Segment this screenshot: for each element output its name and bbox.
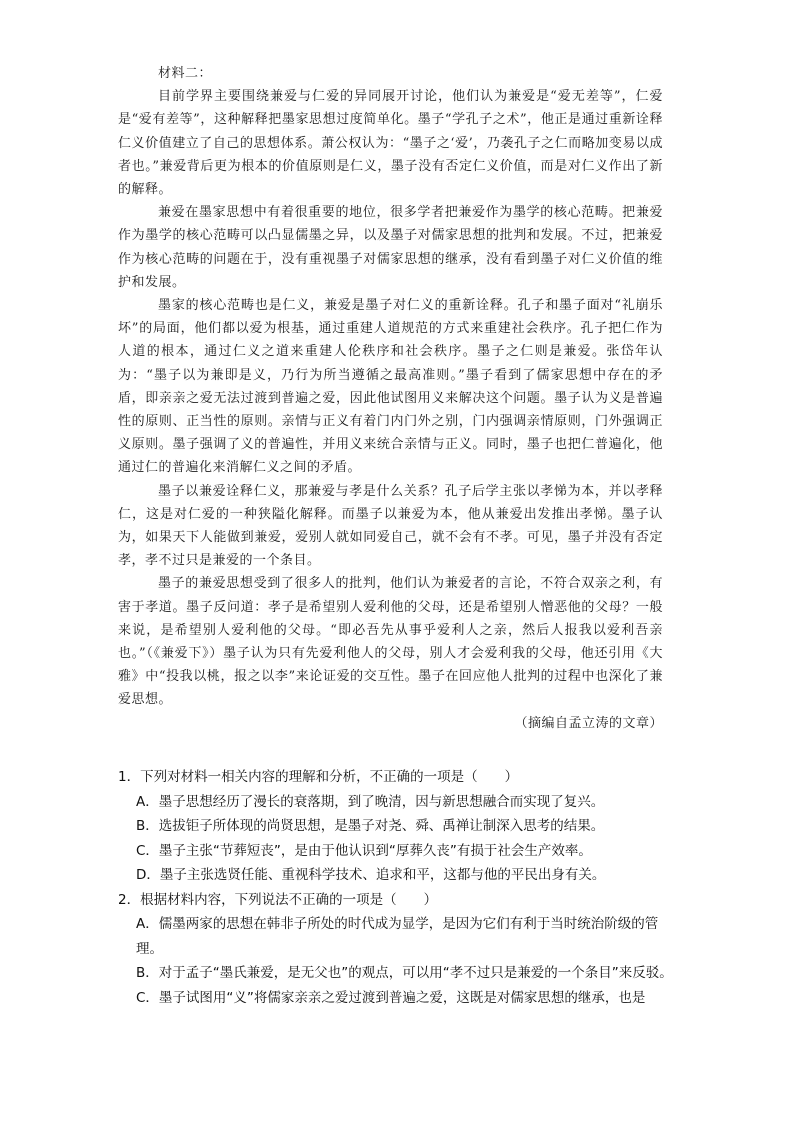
material-paragraph: 墨子以兼爱诠释仁义，那兼爱与孝是什么关系？孔子后学主张以孝悌为本，并以孝释仁，这是对仁爱的一种狭隘化解释。而墨子以兼爱为本，他从兼爱出发推出孝悌。墨子认为，如果天下人能做到兼爱，爱别人就如同爱自己，就不会有不孝。可见，墨子并没有否定孝，孝不过只是兼爱的一个条目。 (118, 483, 663, 569)
question-2 (118, 888, 678, 1011)
questions-section (118, 765, 678, 1010)
material-two-section (118, 62, 663, 735)
option-b: B．选拔钜子所体现的尚贤思想，是墨子对尧、舜、禹禅让制深入思考的结果。 (136, 818, 605, 834)
material-paragraph: 兼爱在墨家思想中有着很重要的地位，很多学者把兼爱作为墨学的核心范畴。把兼爱作为墨学的核心范畴可以凸显儒墨之异，以及墨子对儒家思想的批判和发展。不过，把兼爱作为核心范畴的问题在于，没有重视墨子对儒家思想的继承，没有看到墨子对仁义价值的维护和发展。 (118, 205, 663, 290)
option-c: C．墨子主张“节葬短丧”，是由于他认识到“厚葬久丧”有损于社会生产效率。 (136, 842, 592, 859)
option-a: A．儒墨两家的思想在韩非子所处的时代成为显学，是因为它们有利于当时统治阶级的管理。 (136, 916, 659, 957)
question-stem: 1．下列对材料一相关内容的理解和分析，不正确的一项是（ ） (118, 769, 519, 785)
material-title: 材料二： (158, 66, 213, 81)
material-paragraph: 目前学界主要围绕兼爱与仁爱的异同展开讨论，他们认为兼爱是“爱无差等”，仁爱是“爱有差等”，这种解释把墨家思想过度简单化。墨子“学孔子之术”，他正是通过重新诠释仁义价值建立了自己的思想体系。萧公权认为：“墨子之‘爱’，乃袭孔子之仁而略加变易以成者也。”兼爱背后更为根本的价值原则是仁义，墨子没有否定仁义价值，而是对仁义作出了新的解释。 (118, 89, 663, 198)
option-a: A．墨子思想经历了漫长的衰落期，到了晚清，因与新思想融合而实现了复兴。 (136, 793, 605, 810)
question-stem: 2．根据材料内容，下列说法不正确的一项是（ ） (118, 891, 438, 908)
material-paragraph: 墨子的兼爱思想受到了很多人的批判，他们认为兼爱者的言论，不符合双亲之利，有害于孝道。墨子反问道：孝子是希望别人爱利他的父母，还是希望别人憎恶他的父母？一般来说，是希望别人爱利他的父母。“即必吾先从事乎爱利人之亲，然后人报我以爱利吾亲也。”（《兼爱下》）墨子认为只有先爱利他人的父母，别人才会爱利我的父母，他还引用《大雅》中“投我以桃，报之以李”来论证爱的交互性。墨子在回应他人批判的过程中也深化了兼爱思想。 (118, 576, 663, 708)
material-paragraph: 墨家的核心范畴也是仁义，兼爱是墨子对仁义的重新诠释。孔子和墨子面对“礼崩乐坏”的局面，他们都以爱为根基，通过重建人道规范的方式来重建社会秩序。孔子把仁作为人道的根本，通过仁义之道来重建人伦秩序和社会秩序。墨子之仁则是兼爱。张岱年认为：“墨子以为兼即是义，乃行为所当遵循之最高准则。”墨子看到了儒家思想中存在的矛盾，即亲亲之爱无法过渡到普遍之爱，因此他试图用义来解决这个问题。墨子认为义是普遍性的原则、正当性的原则。亲情与正义有着门内门外之别，门内强调亲情原则，门外强调正义原则。墨子强调了义的普遍性，并用义来统合亲情与正义。同时，墨子也把仁普遍化，他通过仁的普遍化来消解仁义之间的矛盾。 (118, 298, 663, 476)
option-c: C．墨子试图用“义”将儒家亲亲之爱过渡到普遍之爱，这既是对儒家思想的继承，也是 (136, 989, 646, 1006)
option-b: B．对于孟子“墨氏兼爱，是无父也”的观点，可以用“孝不过只是兼爱的一个条目”来反驳。 (136, 965, 673, 981)
question-1 (118, 765, 678, 888)
option-d: D．墨子主张选贤任能、重视科学技术、追求和平，这都与他的平民出身有关。 (136, 867, 606, 883)
material-source: （摘编自孟立涛的文章） (514, 715, 663, 731)
